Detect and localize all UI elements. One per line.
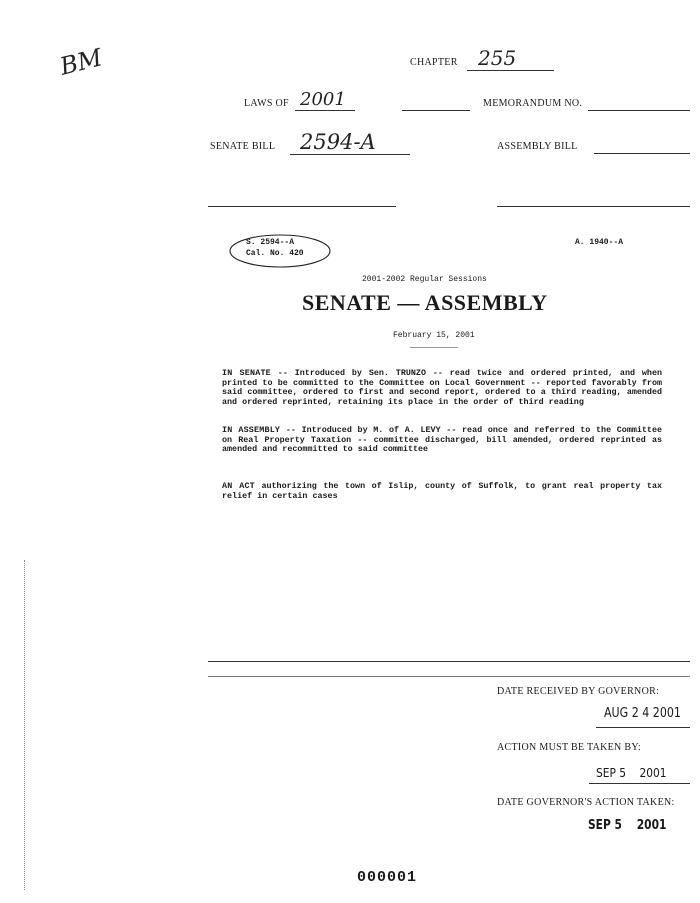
act-title-text: authorizing the town of Islip, county of Suffolk, to grant real property tax relief in certain cases — [222, 481, 662, 501]
chapter-value: 255 — [478, 46, 517, 70]
senate-history-text: -- Introduced by Sen. TRUNZO -- read twice and ordered printed, and when printed to be committed to the Committee on Local Government -- reported favorably from said committee, ordered to first and second report, ordered to a third reading, amended and ordered reprinted, retaining its place in the order of third reading — [222, 368, 662, 407]
laws-of-underline — [295, 110, 355, 111]
introduction-date: February 15, 2001 — [393, 331, 475, 340]
session-line: 2001-2002 Regular Sessions — [362, 275, 487, 284]
assembly-history-lead: IN ASSEMBLY — [222, 425, 281, 435]
chapter-label: CHAPTER — [410, 57, 458, 68]
stamp-senate-number: S. 2594--A — [246, 238, 295, 247]
received-underline — [596, 727, 690, 728]
blank-line-left — [208, 206, 396, 207]
scan-edge-mark — [24, 560, 26, 890]
senate-bill-underline — [290, 154, 410, 155]
assembly-history-text: -- Introduced by M. of A. LEVY -- read once and referred to the Committee on Real Property Taxation -- committee discharged, bill amended, ordered reprinted as amended and recommitted to said committee — [222, 425, 663, 455]
laws-of-value: 2001 — [300, 89, 346, 110]
received-by-governor-date: AUG 2 4 2001 — [604, 706, 681, 721]
action-must-be-taken-date: SEP 5 2001 — [596, 765, 667, 780]
received-by-governor-label: DATE RECEIVED BY GOVERNOR: — [497, 686, 660, 697]
assembly-bill-underline — [594, 153, 690, 154]
laws-of-label: LAWS OF — [244, 98, 289, 109]
senate-assembly-heading: SENATE — ASSEMBLY — [302, 290, 548, 315]
margin-note: BM — [57, 43, 105, 81]
assembly-bill-label: ASSEMBLY BILL — [497, 141, 578, 152]
page-number: 000001 — [357, 869, 418, 886]
act-title-paragraph — [222, 482, 662, 501]
senate-bill-label: SENATE BILL — [210, 141, 276, 152]
act-title-lead: AN ACT — [222, 481, 255, 491]
separator-line-2 — [208, 676, 690, 677]
stamp-calendar-number: Cal. No. 420 — [246, 249, 304, 258]
governor-action-taken-date: SEP 5 2001 — [588, 818, 667, 833]
laws-of-extra-line — [402, 110, 470, 111]
assembly-history-paragraph — [222, 426, 662, 455]
date-rule — [410, 347, 458, 348]
chapter-underline — [467, 70, 554, 71]
senate-history-paragraph — [222, 369, 662, 407]
action-by-underline — [589, 783, 690, 784]
stamp-assembly-number: A. 1940--A — [575, 238, 624, 247]
governor-action-taken-label: DATE GOVERNOR'S ACTION TAKEN: — [497, 797, 675, 808]
blank-line-right — [497, 206, 690, 207]
senate-bill-value: 2594-A — [300, 130, 376, 154]
memorandum-label: MEMORANDUM NO. — [483, 98, 583, 109]
separator-line-1 — [208, 661, 690, 662]
memorandum-underline — [588, 110, 690, 111]
senate-history-lead: IN SENATE — [222, 368, 271, 378]
action-must-be-taken-label: ACTION MUST BE TAKEN BY: — [497, 742, 642, 753]
